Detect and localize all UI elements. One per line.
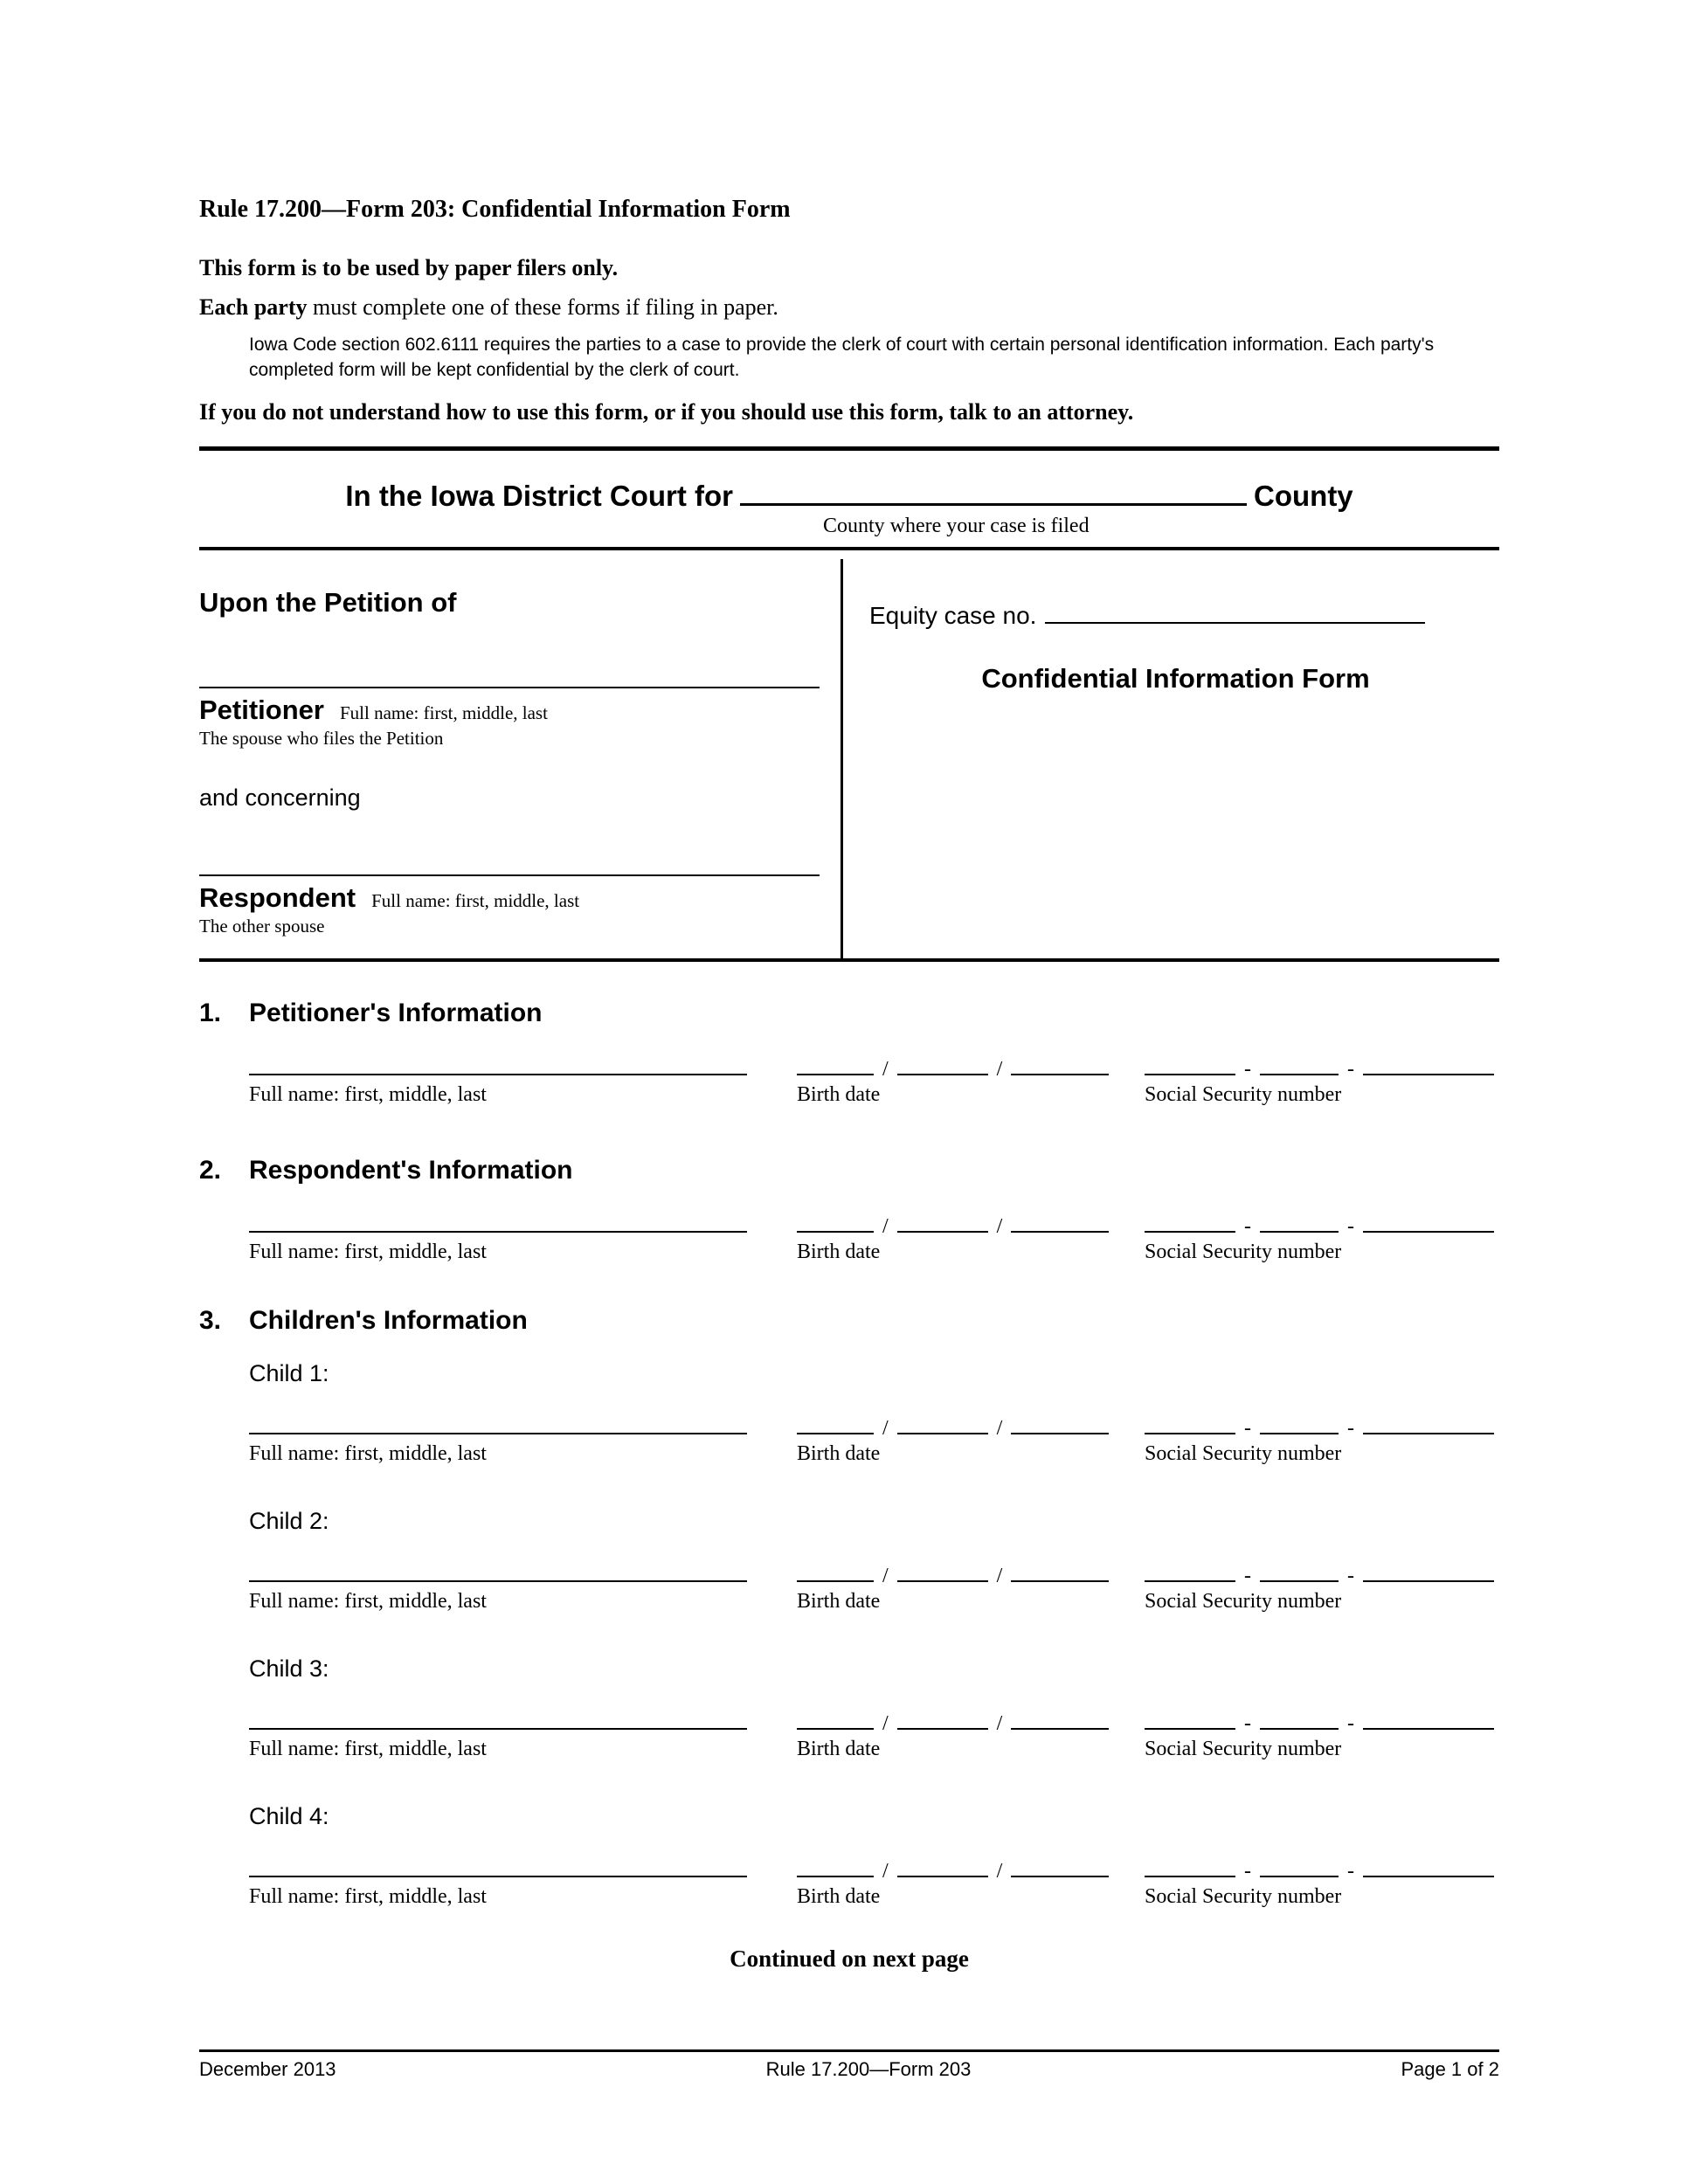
ssn-part3-blank	[1363, 1561, 1494, 1582]
petitioner-name-line	[199, 674, 841, 693]
name-field	[249, 1856, 797, 1883]
footer-date: December 2013	[199, 2058, 336, 2080]
birth-date-field	[797, 1413, 1145, 1441]
ssn-label: Social Security number	[1145, 1082, 1342, 1106]
ssn-part1-blank	[1145, 1709, 1235, 1730]
birth-date-label: Birth date	[797, 1082, 881, 1106]
child-1-info-row	[249, 1413, 1499, 1441]
birth-date-field	[797, 1561, 1145, 1588]
full-name-label: Full name: first, middle, last	[249, 1589, 487, 1613]
section-heading-children	[199, 1306, 1499, 1336]
respondent-label-row	[249, 1241, 1499, 1264]
ssn-part2-blank	[1260, 1413, 1339, 1434]
ssn-field	[1145, 1413, 1498, 1441]
ssn-label: Social Security number	[1145, 1240, 1342, 1263]
date-separator: /	[996, 1564, 1003, 1587]
ssn-label: Social Security number	[1145, 1884, 1342, 1908]
respondent-label-line	[199, 882, 841, 914]
birth-year-blank	[1011, 1054, 1109, 1075]
ssn-part1-blank	[1145, 1413, 1235, 1434]
date-separator: /	[996, 1416, 1003, 1440]
child-1-label: Child 1:	[249, 1359, 329, 1386]
ssn-separator: -	[1244, 1711, 1251, 1735]
footer-page-number: Page 1 of 2	[1401, 2058, 1499, 2080]
child-4-label: Child 4:	[249, 1802, 329, 1829]
petitioner-sublabel: Full name: first, middle, last	[339, 702, 548, 723]
ssn-part2-blank	[1260, 1212, 1339, 1233]
name-field	[249, 1709, 797, 1736]
date-separator: /	[996, 1859, 1003, 1883]
county-name-blank	[740, 477, 1247, 506]
section-heading-petitioner	[199, 999, 1499, 1028]
upon-petition-label: Upon the Petition of	[199, 586, 457, 618]
ssn-label: Social Security number	[1145, 1737, 1342, 1760]
child-2-label-row	[249, 1590, 1499, 1614]
petitioner-label-row	[249, 1083, 1499, 1107]
child-1-label-row	[249, 1442, 1499, 1466]
ssn-separator: -	[1244, 1564, 1251, 1587]
ssn-part2-blank	[1260, 1054, 1339, 1075]
birth-date-label: Birth date	[797, 1884, 881, 1908]
petitioner-label-line	[199, 695, 841, 726]
ssn-part3-blank	[1363, 1709, 1494, 1730]
date-separator: /	[882, 1416, 889, 1440]
ssn-field	[1145, 1054, 1498, 1082]
each-party-note	[199, 294, 1499, 321]
ssn-separator: -	[1244, 1859, 1251, 1883]
birth-date-label: Birth date	[797, 1240, 881, 1263]
court-heading	[199, 477, 1499, 513]
full-name-blank	[249, 1054, 747, 1075]
full-name-blank	[249, 1212, 747, 1233]
section-number: 3.	[199, 1305, 222, 1335]
birth-day-blank	[897, 1709, 988, 1730]
petitioner-note: The spouse who files the Petition	[199, 727, 444, 749]
ssn-separator: -	[1347, 1057, 1354, 1081]
each-party-rest-text: must complete one of these forms if filing in paper.	[307, 294, 778, 320]
ssn-part3-blank	[1363, 1413, 1494, 1434]
iowa-code-note: Iowa Code section 602.6111 requires the parties to a case to provide the clerk of court with certain personal identification information. Each party's completed form will be kept confidential by the clerk of court.	[249, 335, 1435, 380]
respondent-name-line	[199, 862, 841, 881]
caption-top-divider	[199, 547, 1499, 550]
section-number: 1.	[199, 998, 222, 1027]
respondent-note: The other spouse	[199, 915, 325, 936]
date-separator: /	[996, 1214, 1003, 1238]
case-caption-box	[199, 559, 1499, 962]
child-2-info-row	[249, 1561, 1499, 1588]
section-number: 2.	[199, 1155, 222, 1185]
ssn-field	[1145, 1561, 1498, 1588]
ssn-part3-blank	[1363, 1212, 1494, 1233]
child-3-info-row	[249, 1709, 1499, 1736]
date-separator: /	[882, 1711, 889, 1735]
child-3-label-row	[249, 1738, 1499, 1761]
birth-date-label: Birth date	[797, 1737, 881, 1760]
caption-left-column	[199, 559, 843, 958]
birth-year-blank	[1011, 1561, 1109, 1582]
name-field	[249, 1561, 797, 1588]
ssn-field	[1145, 1856, 1498, 1883]
respondent-info-row	[249, 1212, 1499, 1239]
petitioner-label: Petitioner	[199, 694, 324, 725]
birth-year-blank	[1011, 1856, 1109, 1877]
full-name-label: Full name: first, middle, last	[249, 1240, 487, 1263]
ssn-separator: -	[1347, 1711, 1354, 1735]
ssn-part3-blank	[1363, 1054, 1494, 1075]
birth-date-field	[797, 1856, 1145, 1883]
birth-month-blank	[797, 1709, 874, 1730]
ssn-field	[1145, 1212, 1498, 1239]
page-title: Rule 17.200—Form 203: Confidential Information Form	[199, 196, 791, 223]
ssn-part1-blank	[1145, 1054, 1235, 1075]
birth-month-blank	[797, 1054, 874, 1075]
ssn-separator: -	[1347, 1564, 1354, 1587]
continued-note: Continued on next page	[730, 1945, 969, 1972]
full-name-blank	[249, 1413, 747, 1434]
ssn-part1-blank	[1145, 1561, 1235, 1582]
ssn-field	[1145, 1709, 1498, 1736]
birth-day-blank	[897, 1856, 988, 1877]
birth-month-blank	[797, 1856, 874, 1877]
child-3-label: Child 3:	[249, 1655, 329, 1682]
court-heading-suffix: County	[1254, 479, 1353, 512]
full-name-label: Full name: first, middle, last	[249, 1441, 487, 1465]
ssn-separator: -	[1347, 1416, 1354, 1440]
name-field	[249, 1054, 797, 1082]
ssn-separator: -	[1347, 1214, 1354, 1238]
section-heading-respondent	[199, 1156, 1499, 1185]
top-divider	[199, 446, 1499, 451]
birth-month-blank	[797, 1561, 874, 1582]
date-separator: /	[882, 1859, 889, 1883]
ssn-label: Social Security number	[1145, 1589, 1342, 1613]
ssn-part2-blank	[1260, 1856, 1339, 1877]
respondent-label: Respondent	[199, 881, 356, 913]
child-4-info-row	[249, 1856, 1499, 1883]
respondent-name-blank	[199, 862, 820, 876]
date-separator: /	[882, 1214, 889, 1238]
equity-case-label: Equity case no.	[869, 601, 1037, 629]
equity-case-blank	[1045, 599, 1425, 624]
ssn-part1-blank	[1145, 1856, 1235, 1877]
page-footer	[199, 2049, 1499, 2081]
birth-date-label: Birth date	[797, 1441, 881, 1465]
birth-date-label: Birth date	[797, 1589, 881, 1613]
birth-year-blank	[1011, 1709, 1109, 1730]
equity-case-line	[869, 599, 1499, 630]
name-field	[249, 1413, 797, 1441]
and-concerning-label: and concerning	[199, 784, 361, 811]
section-title: Petitioner's Information	[249, 998, 543, 1027]
full-name-blank	[249, 1561, 747, 1582]
full-name-label: Full name: first, middle, last	[249, 1737, 487, 1760]
child-2-label: Child 2:	[249, 1507, 329, 1534]
birth-day-blank	[897, 1054, 988, 1075]
footer-form-number: Rule 17.200—Form 203	[765, 2058, 972, 2080]
petitioner-name-blank	[199, 674, 820, 688]
birth-month-blank	[797, 1413, 874, 1434]
full-name-blank	[249, 1856, 747, 1877]
birth-day-blank	[897, 1212, 988, 1233]
date-separator: /	[882, 1564, 889, 1587]
full-name-label: Full name: first, middle, last	[249, 1884, 487, 1908]
attorney-note: If you do not understand how to use this form, or if you should use this form, talk to an attorney.	[199, 398, 1134, 425]
section-title: Respondent's Information	[249, 1155, 573, 1185]
birth-month-blank	[797, 1212, 874, 1233]
caption-right-column	[843, 559, 1499, 958]
birth-year-blank	[1011, 1212, 1109, 1233]
section-title: Children's Information	[249, 1305, 528, 1335]
court-heading-prefix: In the Iowa District Court for	[345, 479, 734, 512]
date-separator: /	[996, 1711, 1003, 1735]
ssn-part2-blank	[1260, 1561, 1339, 1582]
paper-filers-note: This form is to be used by paper filers only.	[199, 255, 619, 280]
each-party-bold-text: Each party	[199, 294, 308, 320]
petitioner-info-row	[249, 1054, 1499, 1082]
birth-date-field	[797, 1212, 1145, 1239]
ssn-label: Social Security number	[1145, 1441, 1342, 1465]
ssn-part2-blank	[1260, 1709, 1339, 1730]
birth-date-field	[797, 1709, 1145, 1736]
ssn-part3-blank	[1363, 1856, 1494, 1877]
full-name-blank	[249, 1709, 747, 1730]
birth-date-field	[797, 1054, 1145, 1082]
page-content	[199, 0, 1499, 1973]
confidential-form-title: Confidential Information Form	[981, 662, 1370, 694]
child-4-label-row	[249, 1885, 1499, 1909]
respondent-sublabel: Full name: first, middle, last	[371, 889, 580, 911]
birth-day-blank	[897, 1413, 988, 1434]
date-separator: /	[996, 1057, 1003, 1081]
ssn-separator: -	[1244, 1214, 1251, 1238]
ssn-part1-blank	[1145, 1212, 1235, 1233]
county-caption: County where your case is filed	[823, 514, 1090, 537]
date-separator: /	[882, 1057, 889, 1081]
birth-year-blank	[1011, 1413, 1109, 1434]
full-name-label: Full name: first, middle, last	[249, 1082, 487, 1106]
ssn-separator: -	[1244, 1416, 1251, 1440]
birth-day-blank	[897, 1561, 988, 1582]
name-field	[249, 1212, 797, 1239]
ssn-separator: -	[1244, 1057, 1251, 1081]
ssn-separator: -	[1347, 1859, 1354, 1883]
